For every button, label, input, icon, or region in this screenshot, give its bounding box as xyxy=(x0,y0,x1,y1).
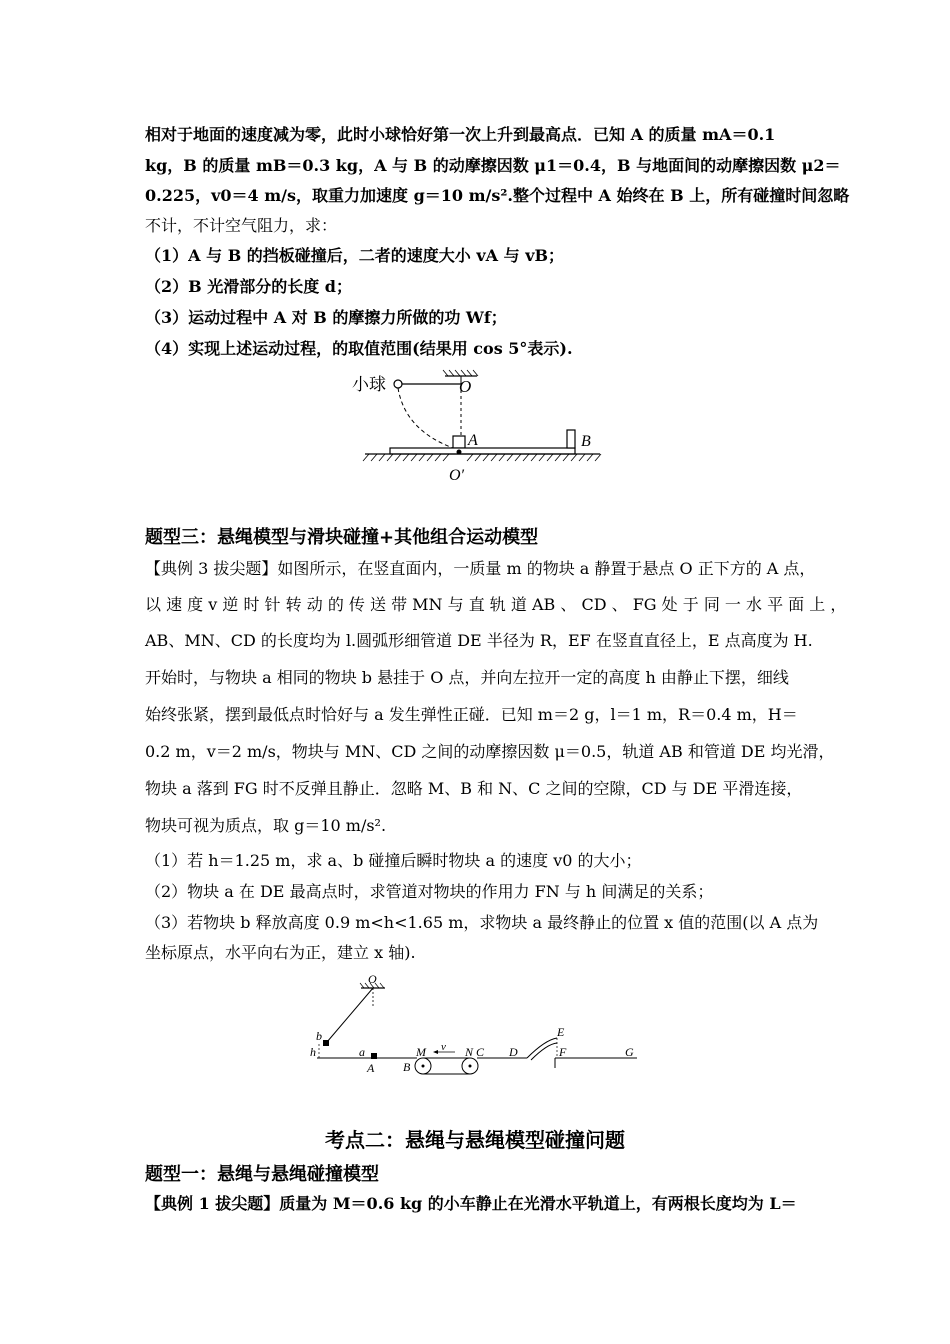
question-item: （2）B 光滑部分的长度 d； xyxy=(145,277,352,296)
section-title: 考点二：悬绳与悬绳模型碰撞问题 xyxy=(325,1128,625,1152)
paragraph-line: 以 速 度 v 逆 时 针 转 动 的 传 送 带 MN 与 直 轨 道 AB 、 CD 、 FG 处 于 同 一 水 平 面 上 ， xyxy=(145,595,847,614)
paragraph-line: 物块可视为质点，取 g＝10 m/s². xyxy=(145,816,387,835)
paragraph-line: 开始时，与物块 a 相同的物块 b 悬挂于 O 点，并向左拉开一定的高度 h 由静止下摆，细线 xyxy=(145,668,789,687)
label-a-small: a xyxy=(359,1045,365,1059)
label-d: D xyxy=(509,1045,518,1059)
question-item: （3）若物块 b 释放高度 0.9 m<h<1.65 m，求物块 a 最终静止的位置 x 值的范围(以 A 点为 xyxy=(145,913,819,932)
paragraph-line: 不计，不计空气阻力，求： xyxy=(145,216,338,235)
paragraph-line: 始终张紧，摆到最低点时恰好与 a 发生弹性正碰．已知 m＝2 g，l＝1 m，R＝0.4 m，H＝ xyxy=(145,705,798,724)
label-n: N xyxy=(465,1045,474,1059)
figure-pendulum-conveyor xyxy=(305,970,645,1082)
label-o: O xyxy=(459,377,472,396)
paragraph-line: 相对于地面的速度减为零，此时小球恰好第一次上升到最高点．已知 A 的质量 mA＝0.1 xyxy=(145,125,776,144)
paragraph-line: 0.2 m，v＝2 m/s，物块与 MN、CD 之间的动摩擦因数 μ＝0.5，轨道 AB 和管道 DE 均光滑， xyxy=(145,742,835,761)
label-c: C xyxy=(476,1045,485,1059)
label-o-prime: O′ xyxy=(449,467,465,484)
paragraph-line: AB、MN、CD 的长度均为 l.圆弧形细管道 DE 半径为 R，EF 在竖直直径上，E 点高度为 H. xyxy=(145,631,813,650)
paragraph-line: 【典例 1 拔尖题】质量为 M＝0.6 kg 的小车静止在光滑水平轨道上，有两根长度均为 L＝ xyxy=(145,1194,797,1213)
block-a xyxy=(371,1053,377,1059)
question-item: （1）若 h＝1.25 m，求 a、b 碰撞后瞬时物块 a 的速度 v0 的大小； xyxy=(145,851,642,870)
ball xyxy=(394,380,402,388)
question-item: （2）物块 a 在 DE 最高点时，求管道对物块的作用力 FN 与 h 间满足的关系； xyxy=(145,882,714,901)
question-item: （1）A 与 B 的挡板碰撞后，二者的速度大小 vA 与 vB； xyxy=(145,246,565,265)
label-g: G xyxy=(625,1045,634,1059)
paragraph-line: 0.225，v0＝4 m/s，取重力加速度 g＝10 m/s².整个过程中 A 始终在 B 上，所有碰撞时间忽略 xyxy=(145,186,850,205)
label-m: M xyxy=(416,1045,426,1059)
label-o: O xyxy=(368,972,377,986)
label-b: b xyxy=(316,1029,322,1043)
label-e: E xyxy=(557,1025,565,1039)
label-b-track: B xyxy=(403,1060,411,1074)
label-v: v xyxy=(441,1041,446,1053)
paragraph-line: 【典例 3 拔尖题】如图所示，在竖直面内，一质量 m 的物块 a 静置于悬点 O 正下方的 A 点， xyxy=(145,559,816,578)
question-item: 坐标原点，水平向右为正，建立 x 轴). xyxy=(145,943,416,962)
paragraph-line: 物块 a 落到 FG 时不反弹且静止．忽略 M、B 和 N、C 之间的空隙，CD 与 DE 平滑连接， xyxy=(145,779,803,798)
figure-pendulum-board xyxy=(345,368,615,488)
section-heading: 题型一：悬绳与悬绳碰撞模型 xyxy=(145,1164,379,1185)
question-item: （3）运动过程中 A 对 B 的摩擦力所做的功 Wf； xyxy=(145,308,507,327)
label-f: F xyxy=(559,1045,567,1059)
label-b: B xyxy=(581,433,591,450)
question-item: （4）实现上述运动过程，的取值范围(结果用 cos 5°表示). xyxy=(145,339,573,358)
block-b xyxy=(323,1040,329,1046)
label-ball: 小球 xyxy=(352,375,386,394)
label-a: A xyxy=(468,432,478,449)
paragraph-line: kg，B 的质量 mB＝0.3 kg，A 与 B 的动摩擦因数 μ1＝0.4，B 与地面间的动摩擦因数 μ2＝ xyxy=(145,156,841,175)
block-a xyxy=(453,436,465,448)
section-heading: 题型三：悬绳模型与滑块碰撞+其他组合运动模型 xyxy=(145,527,539,548)
label-a: A xyxy=(367,1061,375,1075)
board-b xyxy=(390,448,575,454)
label-h: h xyxy=(310,1045,316,1059)
